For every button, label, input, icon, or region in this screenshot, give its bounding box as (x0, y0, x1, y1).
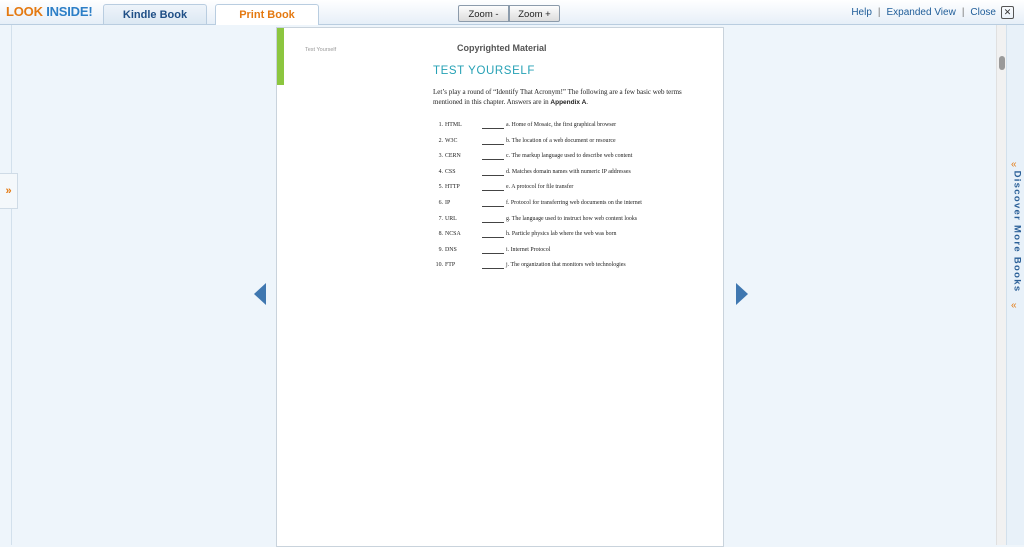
question-number: 2. (438, 137, 443, 144)
top-toolbar (0, 0, 1024, 25)
question-term: DNS (445, 246, 457, 253)
question-number: 5. (438, 184, 443, 191)
link-separator: | (961, 7, 965, 18)
question-number: 6. (438, 199, 443, 206)
answer-blank (482, 128, 504, 129)
question-definition: g. The language used to instruct how web content looks (506, 215, 638, 222)
question-number: 9. (438, 246, 443, 253)
left-panel (0, 25, 12, 545)
question-term: HTML (445, 122, 462, 128)
next-page-arrow-icon[interactable] (736, 283, 748, 305)
question-definition: e. A protocol for file transfer (506, 184, 574, 191)
question-number: 3. (438, 153, 443, 160)
question-number: 7. (438, 215, 443, 222)
question-definition: d. Matches domain names with numeric IP addresses (506, 168, 631, 175)
question-row (433, 262, 723, 278)
logo-look-text: LOOK (6, 4, 43, 19)
top-links (851, 6, 1014, 19)
question-definition: b. The location of a web document or resource (506, 137, 616, 144)
question-number: 10. (435, 262, 443, 269)
question-row (433, 153, 723, 169)
question-term: HTTP (445, 184, 460, 191)
answer-blank (482, 222, 504, 223)
intro-end: . (586, 98, 589, 106)
section-heading: TEST YOURSELF (433, 65, 535, 77)
question-row (433, 247, 723, 263)
expanded-view-link[interactable]: Expanded View (886, 7, 956, 18)
appendix-reference: Appendix A (550, 99, 587, 106)
question-term: IP (445, 199, 451, 206)
question-definition: c. The markup language used to describe web content (506, 153, 633, 160)
answer-blank (482, 268, 504, 269)
intro-text: Let’s play a round of “Identify That Acronym!” The following are a few basic web terms mentioned in this chapter. Answers are in (433, 88, 682, 106)
question-definition: f. Protocol for transferring web documents on the internet (506, 199, 642, 206)
book-page (276, 27, 724, 547)
expand-left-panel-button[interactable]: » (0, 173, 18, 209)
look-inside-logo (6, 4, 92, 19)
answer-blank (482, 175, 504, 176)
question-row (433, 169, 723, 185)
question-term: CSS (445, 168, 456, 175)
tab-kindle-book[interactable]: Kindle Book (103, 4, 207, 24)
previous-page-arrow-icon[interactable] (254, 283, 266, 305)
answer-blank (482, 159, 504, 160)
question-number: 4. (438, 168, 443, 175)
question-term: CERN (445, 153, 461, 160)
question-term: NCSA (445, 231, 461, 238)
answer-blank (482, 190, 504, 191)
zoom-out-button[interactable]: Zoom - (458, 5, 509, 22)
help-link[interactable]: Help (851, 7, 872, 18)
question-list (433, 122, 723, 278)
question-row (433, 122, 723, 138)
answer-blank (482, 206, 504, 207)
double-chevron-icon: « (1011, 300, 1017, 311)
question-term: FTP (445, 262, 456, 269)
intro-paragraph (433, 87, 693, 108)
question-row (433, 200, 723, 216)
double-chevron-icon: « (1011, 159, 1017, 170)
chapter-color-bar (277, 28, 284, 85)
tab-print-book[interactable]: Print Book (215, 4, 319, 25)
link-separator: | (877, 7, 881, 18)
answer-blank (482, 253, 504, 254)
zoom-in-button[interactable]: Zoom + (509, 5, 560, 22)
question-number: 1. (438, 122, 443, 128)
question-term: W3C (445, 137, 458, 144)
close-link[interactable]: Close (970, 7, 996, 18)
question-definition: j. The organization that monitors web technologies (506, 262, 626, 269)
running-head: Test Yourself (305, 47, 337, 53)
question-definition: h. Particle physics lab where the web was born (506, 231, 617, 238)
question-definition: a. Home of Mosaic, the first graphical browser (506, 122, 617, 128)
question-term: URL (445, 215, 457, 222)
copyright-notice: Copyrighted Material (457, 43, 547, 53)
question-row (433, 138, 723, 154)
logo-inside-text: INSIDE! (46, 4, 93, 19)
question-definition: i. Internet Protocol (506, 246, 551, 253)
discover-more-books-label: Discover More Books (1011, 170, 1023, 293)
answer-blank (482, 144, 504, 145)
answer-blank (482, 237, 504, 238)
question-number: 8. (438, 231, 443, 238)
scrollbar-thumb[interactable] (999, 56, 1005, 70)
question-row (433, 184, 723, 200)
question-row (433, 216, 723, 232)
close-icon[interactable]: ✕ (1001, 6, 1014, 19)
question-row (433, 231, 723, 247)
discover-more-books-tab[interactable] (1008, 160, 1024, 310)
